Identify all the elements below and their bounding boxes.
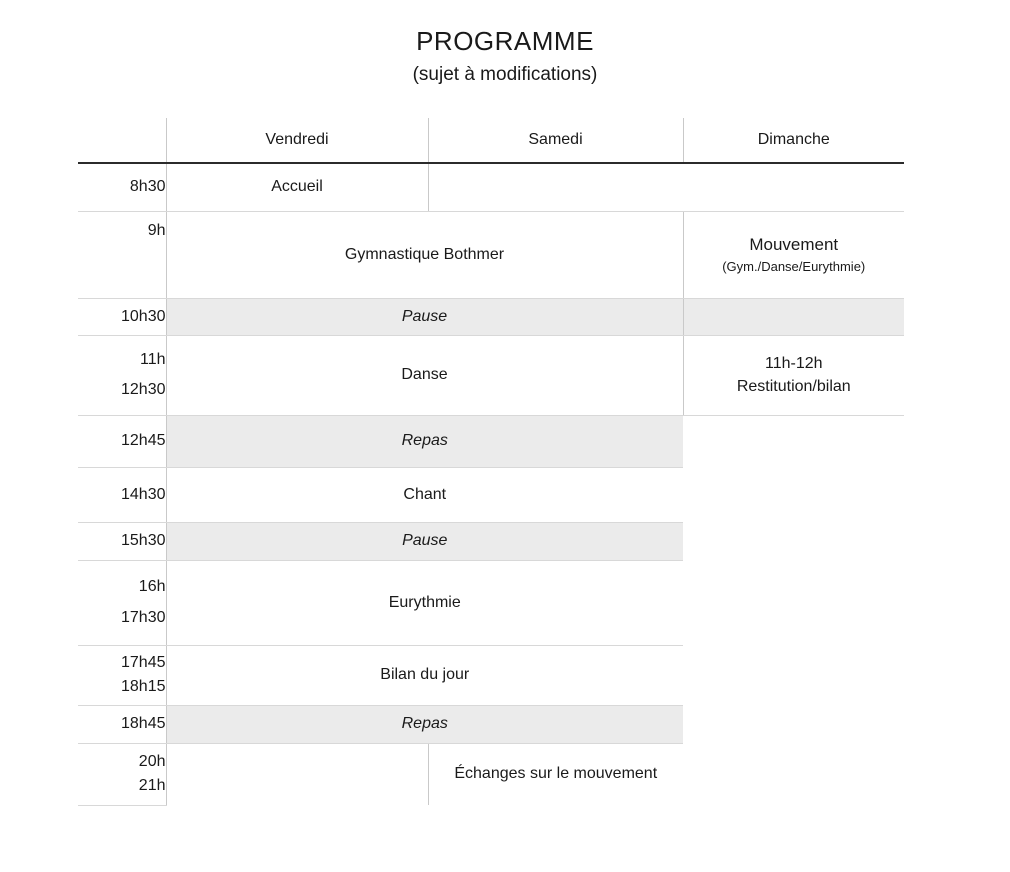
header-cell-samedi: Samedi bbox=[428, 118, 683, 163]
time-label: 15h30 bbox=[78, 522, 166, 560]
time-label: 11h bbox=[139, 350, 166, 368]
table-row-band bbox=[78, 522, 904, 560]
time-label: 10h30 bbox=[78, 298, 166, 335]
header-cell-empty bbox=[78, 118, 166, 163]
table-row bbox=[78, 163, 904, 211]
time-label-group bbox=[78, 645, 166, 705]
schedule-table bbox=[78, 118, 904, 806]
header-cell-vendredi: Vendredi bbox=[166, 118, 428, 163]
title-block bbox=[0, 0, 1010, 87]
time-label: 12h45 bbox=[78, 415, 166, 467]
cell-samedi-empty bbox=[428, 163, 683, 211]
time-label: 14h30 bbox=[78, 467, 166, 522]
cell-vendredi-empty bbox=[166, 743, 428, 805]
cell-chant: Chant bbox=[166, 467, 683, 522]
table-row bbox=[78, 560, 904, 645]
cell-dimanche-restitution bbox=[683, 335, 904, 415]
time-label: 9h bbox=[78, 211, 166, 298]
schedule-grid bbox=[78, 118, 904, 806]
cell-band-pause: Pause bbox=[166, 298, 683, 335]
time-label: 16h bbox=[138, 578, 166, 596]
cell-danse: Danse bbox=[166, 335, 683, 415]
table-row-band bbox=[78, 298, 904, 335]
time-label-group bbox=[78, 335, 166, 415]
cell-bilan-du-jour: Bilan du jour bbox=[166, 645, 683, 705]
time-label: 18h15 bbox=[121, 678, 166, 695]
table-row bbox=[78, 645, 904, 705]
cell-band-repas-2: Repas bbox=[166, 705, 683, 743]
table-row-band bbox=[78, 415, 904, 467]
cell-dimanche-restitution-label: Restitution/bilan bbox=[736, 378, 851, 395]
table-row-band bbox=[78, 705, 904, 743]
table-row bbox=[78, 211, 904, 298]
header-cell-dimanche: Dimanche bbox=[683, 118, 904, 163]
cell-band-pause-dimanche bbox=[683, 298, 904, 335]
time-label: 8h30 bbox=[78, 163, 166, 211]
cell-dimanche-empty bbox=[683, 560, 904, 645]
cell-dimanche-restitution-time: 11h-12h bbox=[764, 354, 823, 372]
cell-band-pause-2: Pause bbox=[166, 522, 683, 560]
time-label: 17h30 bbox=[121, 608, 166, 626]
cell-dimanche-empty bbox=[683, 522, 904, 560]
table-row bbox=[78, 467, 904, 522]
cell-dimanche-empty bbox=[683, 415, 904, 467]
time-label: 20h bbox=[138, 752, 166, 770]
time-label-group bbox=[78, 560, 166, 645]
page-subtitle: (sujet à modifications) bbox=[412, 64, 598, 86]
table-row bbox=[78, 743, 904, 805]
cell-samedi-echanges: Échanges sur le mouvement bbox=[428, 743, 683, 805]
table-row bbox=[78, 335, 904, 415]
cell-dimanche-empty bbox=[683, 645, 904, 705]
table-header-row bbox=[78, 118, 904, 163]
cell-dimanche-mouvement bbox=[683, 211, 904, 298]
cell-dimanche-mouvement-sub: (Gym./Danse/Eurythmie) bbox=[722, 259, 866, 274]
cell-gymnastique-bothmer: Gymnastique Bothmer bbox=[166, 211, 683, 298]
time-label: 21h bbox=[138, 776, 166, 794]
cell-band-repas: Repas bbox=[166, 415, 683, 467]
time-label: 18h45 bbox=[78, 705, 166, 743]
cell-dimanche-mouvement-label: Mouvement bbox=[749, 235, 839, 254]
time-label-group bbox=[78, 743, 166, 805]
cell-eurythmie: Eurythmie bbox=[166, 560, 683, 645]
cell-dimanche-empty bbox=[683, 743, 904, 805]
cell-vendredi-accueil: Accueil bbox=[166, 163, 428, 211]
page-title: PROGRAMME bbox=[416, 26, 594, 56]
time-label: 12h30 bbox=[121, 381, 166, 398]
cell-dimanche-empty bbox=[683, 705, 904, 743]
cell-dimanche-empty bbox=[683, 467, 904, 522]
cell-dimanche-empty bbox=[683, 163, 904, 211]
time-label: 17h45 bbox=[121, 654, 166, 671]
